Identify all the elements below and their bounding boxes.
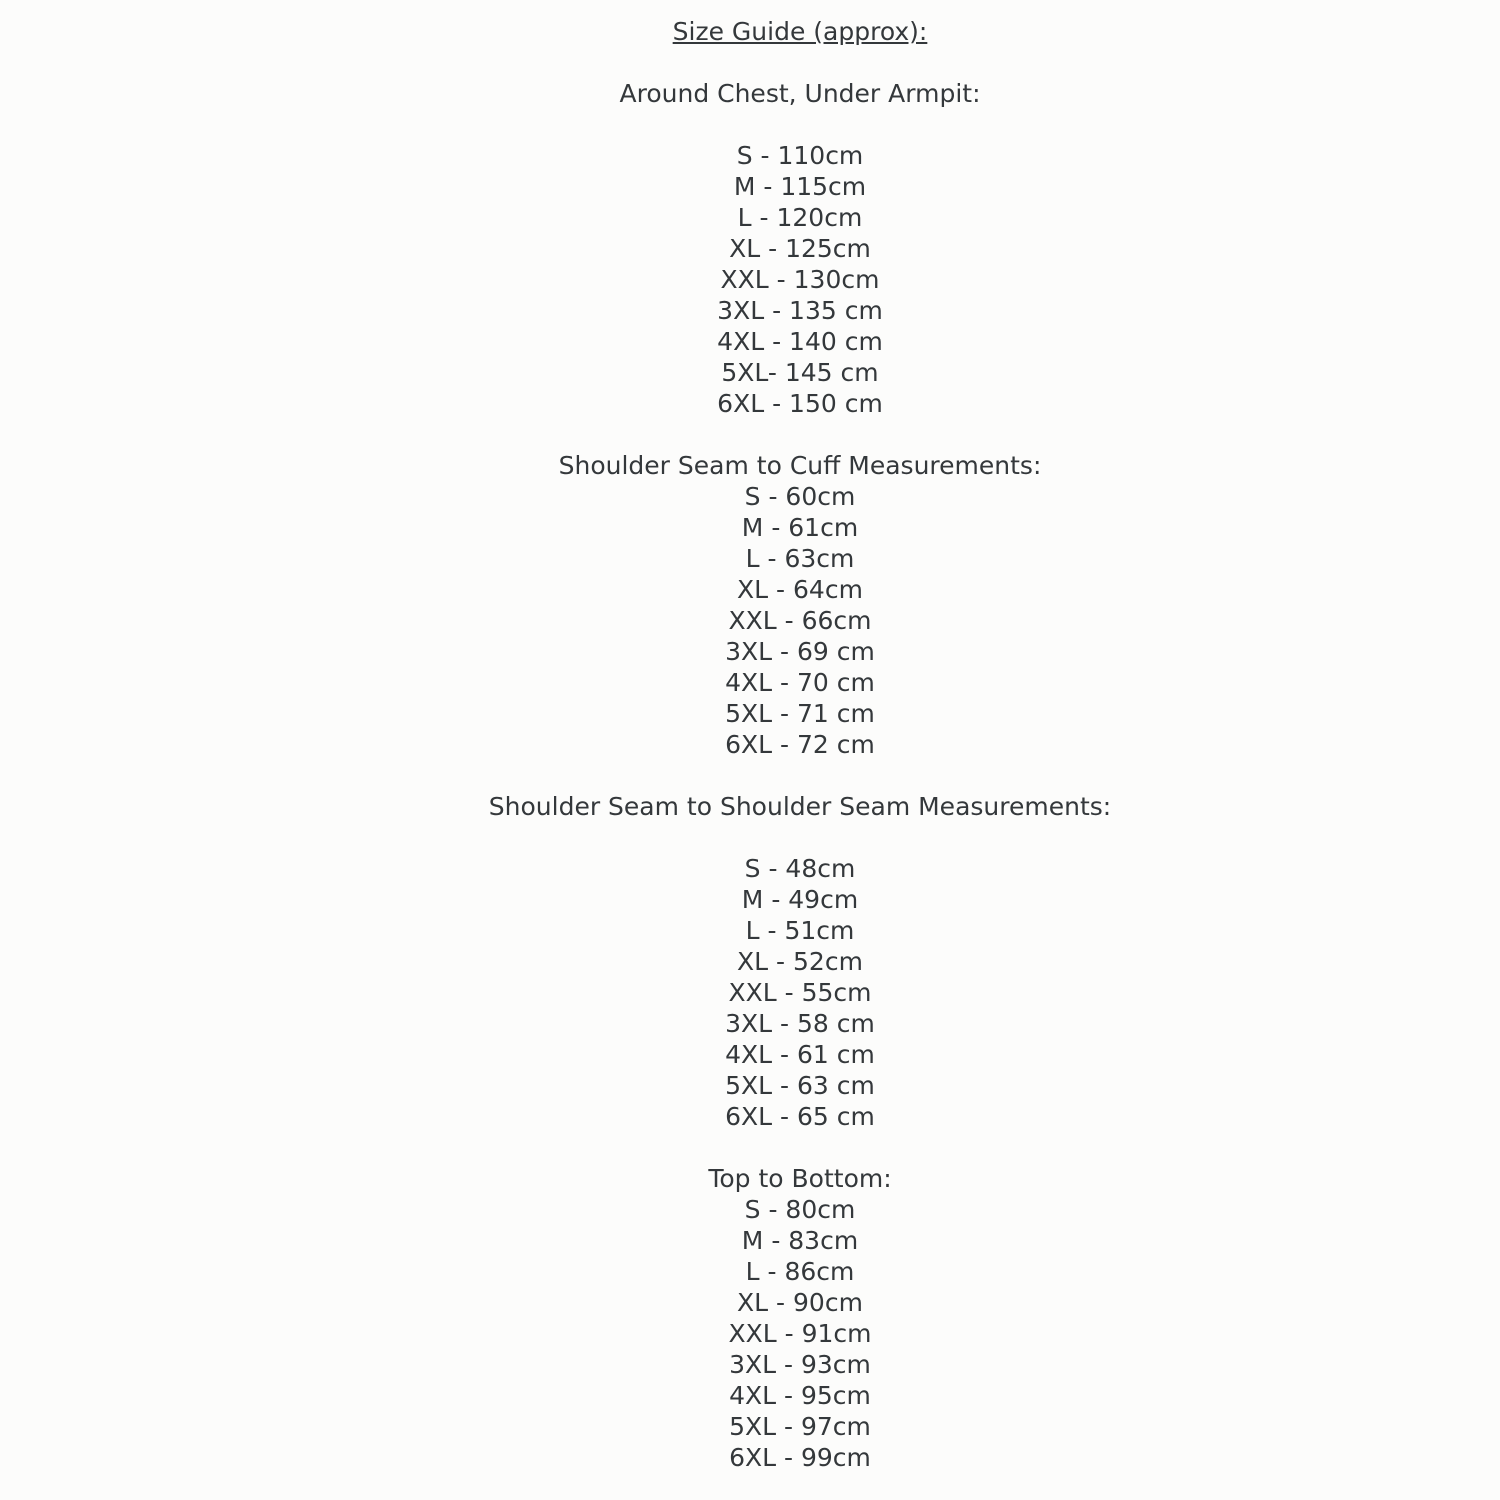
size-item: 3XL - 58 cm [725,1009,875,1038]
size-item: XL - 64cm [737,575,863,604]
size-item: XL - 125cm [729,234,871,263]
size-item: 4XL - 61 cm [725,1040,875,1069]
section-heading: Shoulder Seam to Shoulder Seam Measurements: [488,792,1112,821]
size-item: 5XL - 63 cm [725,1071,875,1100]
size-item: 5XL- 145 cm [721,358,879,387]
page-title: Size Guide (approx): [672,17,928,46]
size-item: S - 110cm [736,141,864,170]
size-item: 5XL - 71 cm [725,699,875,728]
size-item: 3XL - 93cm [729,1350,871,1379]
size-item: 6XL - 72 cm [725,730,875,759]
size-item: XL - 52cm [737,947,863,976]
section-heading: Top to Bottom: [708,1164,892,1193]
size-sections [100,78,1500,1473]
size-item: 4XL - 70 cm [725,668,875,697]
size-item: XXL - 130cm [720,265,880,294]
size-item: 6XL - 150 cm [717,389,883,418]
size-item: 3XL - 135 cm [717,296,883,325]
size-item: M - 61cm [741,513,859,542]
size-section [100,1163,1500,1473]
section-heading: Around Chest, Under Armpit: [619,79,981,108]
size-item: 6XL - 99cm [729,1443,871,1472]
size-list [100,481,1500,760]
size-item: S - 48cm [744,854,856,883]
size-section [100,791,1500,1132]
size-item: 5XL - 97cm [729,1412,871,1441]
size-item: S - 80cm [744,1195,856,1224]
size-guide-document [100,0,1500,1473]
size-item: L - 63cm [745,544,855,573]
size-item: L - 86cm [745,1257,855,1286]
size-section [100,450,1500,760]
section-heading: Shoulder Seam to Cuff Measurements: [558,451,1042,480]
size-item: XXL - 66cm [728,606,872,635]
size-item: L - 120cm [737,203,863,232]
size-item: XXL - 91cm [728,1319,872,1348]
size-item: 4XL - 95cm [729,1381,871,1410]
size-item: L - 51cm [745,916,855,945]
size-item: XXL - 55cm [728,978,872,1007]
size-list [100,853,1500,1132]
size-item: 4XL - 140 cm [717,327,883,356]
size-item: XL - 90cm [737,1288,863,1317]
size-item: 3XL - 69 cm [725,637,875,666]
size-item: S - 60cm [744,482,856,511]
size-item: M - 115cm [733,172,867,201]
size-list [100,140,1500,419]
size-item: M - 83cm [741,1226,859,1255]
size-list [100,1194,1500,1473]
size-item: 6XL - 65 cm [725,1102,875,1131]
size-item: M - 49cm [741,885,859,914]
size-section [100,78,1500,419]
